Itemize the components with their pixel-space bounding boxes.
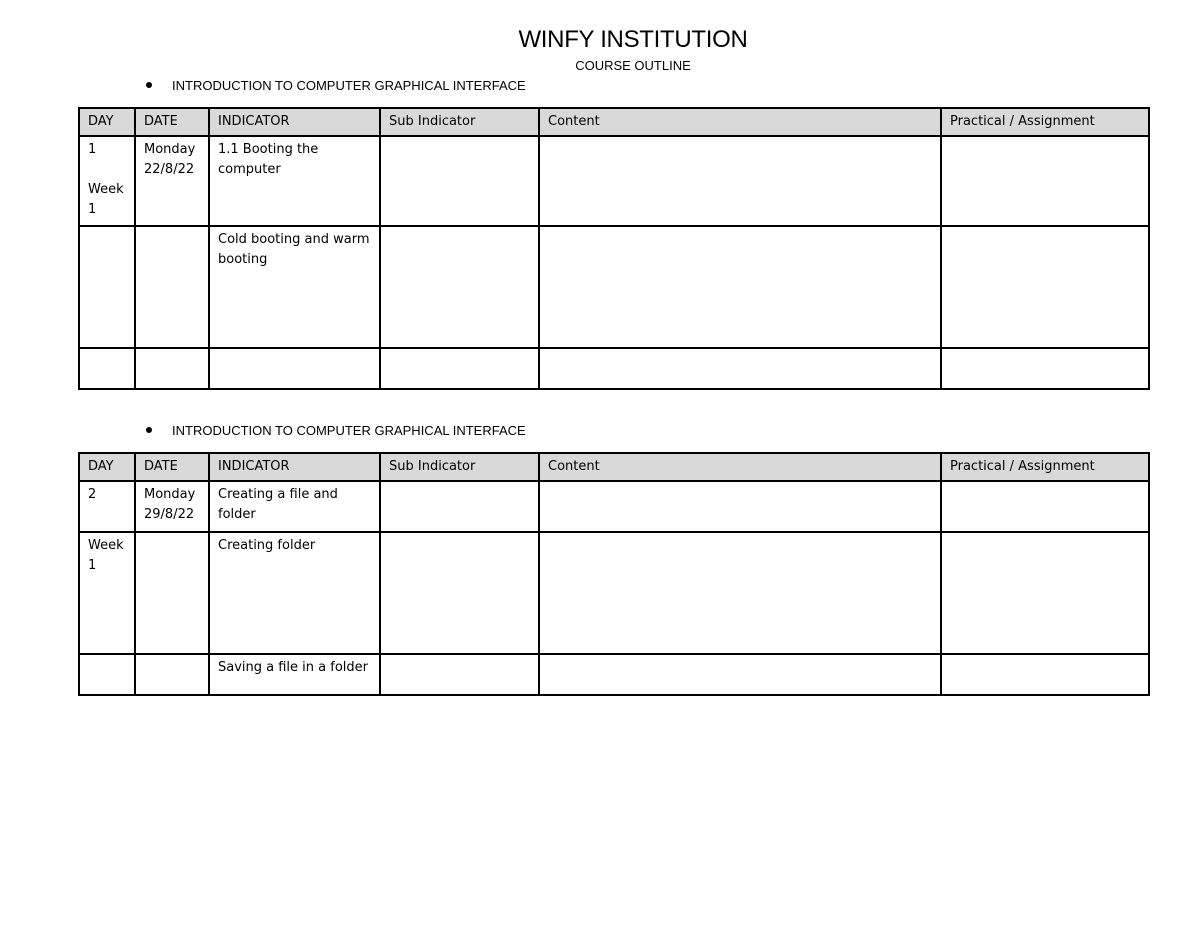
cell-date (135, 348, 209, 389)
cell-date (135, 654, 209, 695)
cell-indicator: Cold booting and warm booting (209, 226, 380, 348)
cell-day (79, 226, 135, 348)
header-date: DATE (135, 108, 209, 136)
table-header-row (79, 453, 1149, 481)
cell-date (135, 226, 209, 348)
cell-day (79, 654, 135, 695)
section-2-heading-text: INTRODUCTION TO COMPUTER GRAPHICAL INTERFACE (172, 423, 526, 438)
cell-sub-indicator (380, 226, 539, 348)
header-sub-indicator: Sub Indicator (380, 453, 539, 481)
cell-content (539, 136, 941, 226)
cell-day (79, 348, 135, 389)
course-table-1 (78, 107, 1150, 390)
cell-practical (941, 481, 1149, 532)
header-indicator: INDICATOR (209, 453, 380, 481)
cell-sub-indicator (380, 348, 539, 389)
header-day: DAY (79, 108, 135, 136)
course-table-2 (78, 452, 1150, 696)
document-title: WINFY INSTITUTION (518, 26, 748, 53)
header-day: DAY (79, 453, 135, 481)
cell-indicator: Creating a file and folder (209, 481, 380, 532)
section-1-heading-text: INTRODUCTION TO COMPUTER GRAPHICAL INTERFACE (172, 78, 526, 93)
cell-date: Monday 29/8/22 (135, 481, 209, 532)
header-content: Content (539, 453, 941, 481)
cell-sub-indicator (380, 481, 539, 532)
cell-practical (941, 226, 1149, 348)
table-header-row (79, 108, 1149, 136)
cell-content (539, 654, 941, 695)
table-row (79, 348, 1149, 389)
section-1-heading (146, 78, 526, 93)
header-practical: Practical / Assignment (941, 108, 1149, 136)
cell-practical (941, 654, 1149, 695)
section-2-heading (146, 423, 526, 438)
header-date: DATE (135, 453, 209, 481)
table-row (79, 226, 1149, 348)
cell-practical (941, 532, 1149, 654)
cell-date (135, 532, 209, 654)
cell-day: Week 1 (79, 532, 135, 654)
cell-indicator (209, 348, 380, 389)
cell-date: Monday 22/8/22 (135, 136, 209, 226)
week-label: Week 1 (88, 182, 124, 217)
table-row (79, 654, 1149, 695)
header-content: Content (539, 108, 941, 136)
header-practical: Practical / Assignment (941, 453, 1149, 481)
table-row (79, 532, 1149, 654)
cell-sub-indicator (380, 654, 539, 695)
cell-sub-indicator (380, 532, 539, 654)
cell-practical (941, 348, 1149, 389)
table-row (79, 481, 1149, 532)
header-sub-indicator: Sub Indicator (380, 108, 539, 136)
cell-sub-indicator (380, 136, 539, 226)
header-indicator: INDICATOR (209, 108, 380, 136)
day-number: 1 (88, 142, 97, 157)
cell-content (539, 226, 941, 348)
table-row (79, 136, 1149, 226)
cell-indicator: 1.1 Booting the computer (209, 136, 380, 226)
bullet-icon (146, 427, 152, 433)
bullet-icon (146, 82, 152, 88)
cell-day: 2 (79, 481, 135, 532)
cell-day (79, 136, 135, 226)
cell-content (539, 532, 941, 654)
cell-indicator: Saving a file in a folder (209, 654, 380, 695)
cell-practical (941, 136, 1149, 226)
cell-indicator: Creating folder (209, 532, 380, 654)
cell-content (539, 348, 941, 389)
cell-content (539, 481, 941, 532)
document-subtitle: COURSE OUTLINE (575, 58, 691, 73)
